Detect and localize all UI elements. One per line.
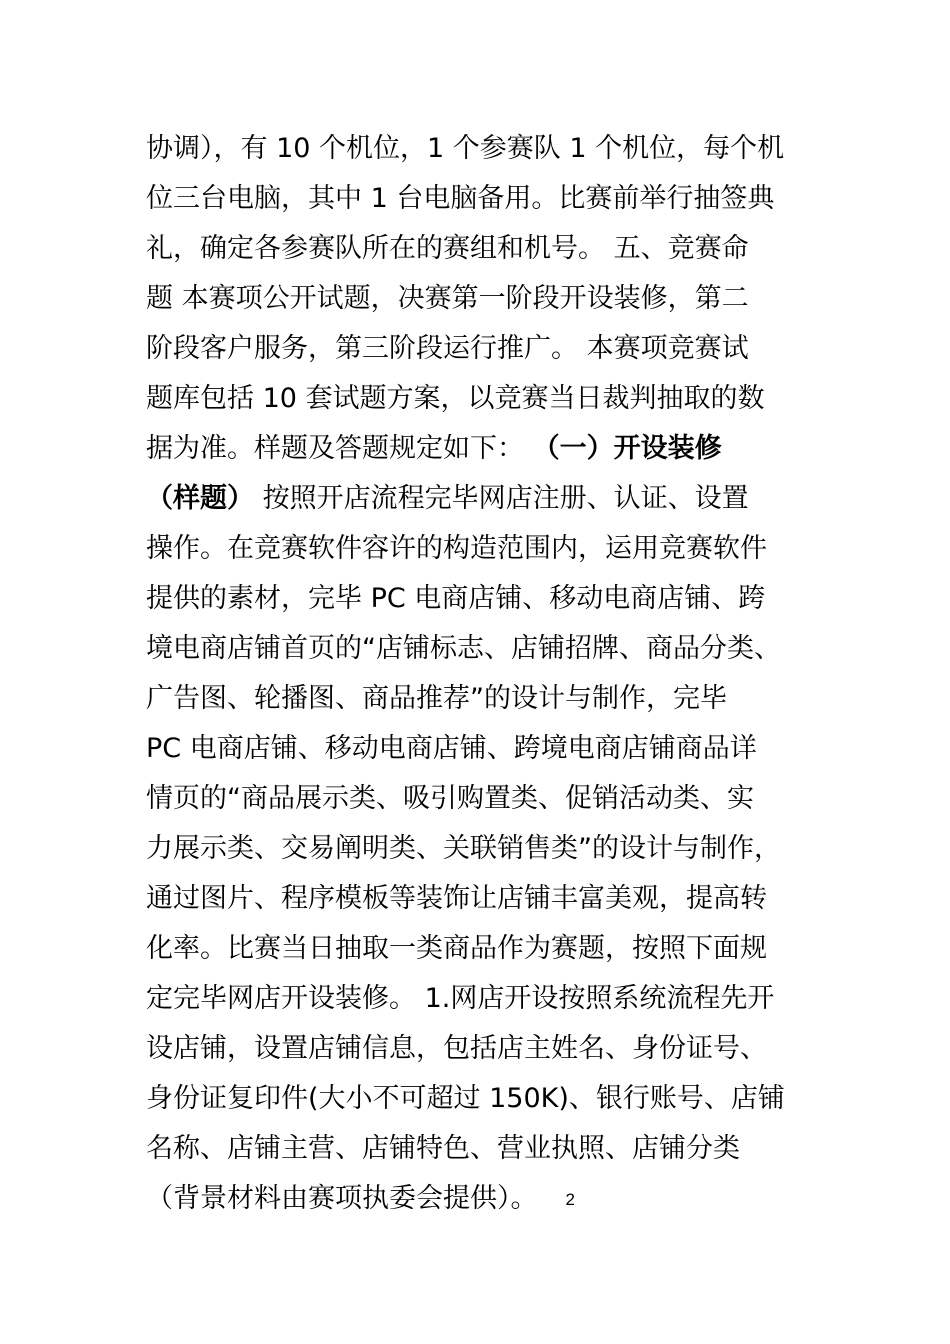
bold-heading-text: （样题） — [146, 483, 254, 514]
paragraph-text: 名称、店铺主营、店铺特色、营业执照、店铺分类 — [146, 1133, 740, 1164]
paragraph-text: PC 电商店铺、移动电商店铺、跨境电商店铺商品详 — [146, 733, 757, 764]
paragraph-text: 位三台电脑，其中 1 台电脑备用。比赛前举行抽签典 — [146, 183, 775, 214]
body-text — [146, 124, 826, 1224]
text-line — [146, 474, 826, 524]
paragraph-text: 力展示类、交易阐明类、关联销售类”的设计与制作， — [146, 833, 781, 864]
paragraph-text: 设店铺，设置店铺信息，包括店主姓名、身份证号、 — [146, 1033, 767, 1064]
text-line — [146, 124, 826, 174]
text-line — [146, 174, 826, 224]
text-line — [146, 374, 826, 424]
paragraph-text: 题库包括 10 套试题方案，以竞赛当日裁判抽取的数 — [146, 383, 765, 414]
page-number: 2 — [565, 1189, 575, 1209]
text-line — [146, 624, 826, 674]
paragraph-text: 情页的“商品展示类、吸引购置类、促销活动类、实 — [146, 783, 754, 814]
text-line — [146, 1024, 826, 1074]
paragraph-text: 操作。在竞赛软件容许的构造范围内，运用竞赛软件 — [146, 533, 767, 564]
text-line — [146, 824, 826, 874]
paragraph-text: 广告图、轮播图、商品推荐”的设计与制作，完毕 — [146, 683, 727, 714]
text-line — [146, 224, 826, 274]
paragraph-text: 境电商店铺首页的“店铺标志、店铺招牌、商品分类、 — [146, 633, 781, 664]
paragraph-text: 化率。比赛当日抽取一类商品作为赛题，按照下面规 — [146, 933, 767, 964]
paragraph-text: 阶段客户服务，第三阶段运行推广。 本赛项竞赛试 — [146, 333, 749, 364]
text-line — [146, 1074, 826, 1124]
paragraph-text: 提供的素材，完毕 PC 电商店铺、移动电商店铺、跨 — [146, 583, 766, 614]
paragraph-text: 身份证复印件(大小不可超过 150K)、银行账号、店铺 — [146, 1083, 785, 1114]
paragraph-text: 协调），有 10 个机位，1 个参赛队 1 个机位，每个机 — [146, 133, 785, 164]
paragraph-text: 题 本赛项公开试题，决赛第一阶段开设装修，第二 — [146, 283, 749, 314]
text-line — [146, 324, 826, 374]
paragraph-text: 定完毕网店开设装修。 1.网店开设按照系统流程先开 — [146, 983, 775, 1014]
paragraph-text: 通过图片、程序模板等装饰让店铺丰富美观，提高转 — [146, 883, 767, 914]
paragraph-text: 据为准。样题及答题规定如下： — [146, 433, 533, 464]
text-line — [146, 924, 826, 974]
paragraph-text: 礼，确定各参赛队所在的赛组和机号。 五、竞赛命 — [146, 233, 749, 264]
text-line — [146, 874, 826, 924]
text-line — [146, 574, 826, 624]
paragraph-text: 按照开店流程完毕网店注册、认证、设置 — [254, 483, 749, 514]
text-line — [146, 774, 826, 824]
text-line — [146, 274, 826, 324]
text-line — [146, 424, 826, 474]
text-line — [146, 674, 826, 724]
bold-heading-text: （一）开设装修 — [532, 433, 722, 464]
text-line — [146, 974, 826, 1024]
paragraph-text: （背景材料由赛项执委会提供）。 — [146, 1183, 538, 1214]
text-line — [146, 524, 826, 574]
text-line — [146, 1174, 826, 1224]
text-line — [146, 724, 826, 774]
text-line — [146, 1124, 826, 1174]
